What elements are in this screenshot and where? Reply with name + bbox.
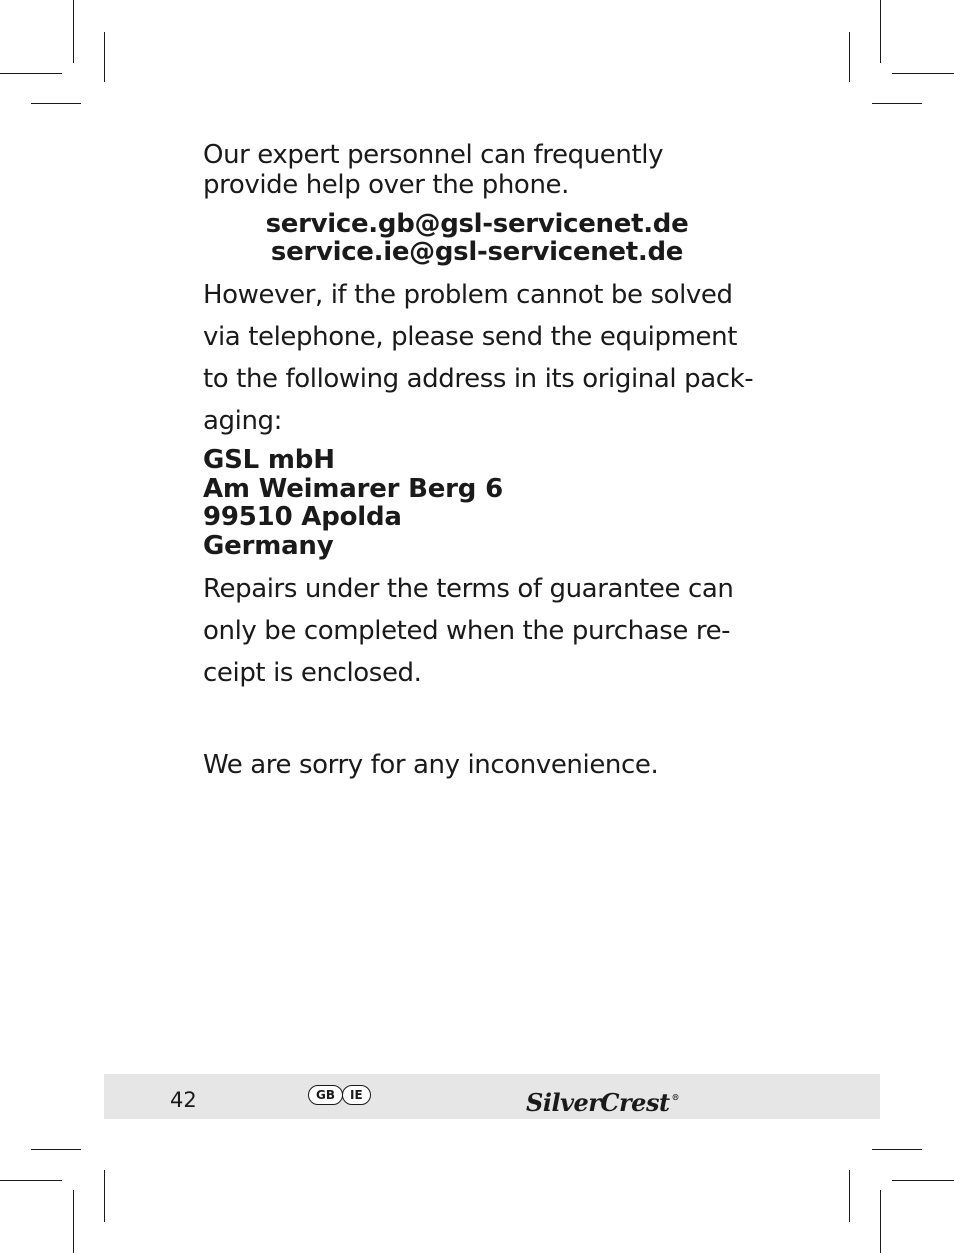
crop-mark [104,1170,105,1222]
country-badges [308,1085,370,1105]
address-country: Germany [203,530,334,561]
shipping-instructions: However, if the problem cannot be solved via telephone, please send the equipment to the following address in its original pack-aging: [203,280,754,436]
country-badge-gb: GB [308,1085,343,1105]
crop-mark [849,1170,850,1222]
page-footer [104,1074,880,1119]
crop-mark [73,1190,74,1253]
page-content [203,140,763,780]
registered-mark: ® [671,1092,680,1102]
brand-name: SilverCrest [526,1088,670,1117]
crop-mark [872,1149,922,1150]
crop-mark [0,73,62,74]
address-company: GSL mbH [203,445,335,475]
crop-mark [31,103,81,104]
service-emails [203,210,751,266]
receipt-requirement: Repairs under the terms of guarantee can only be completed when the purchase re-ceipt is enclosed. [203,574,734,688]
crop-mark [73,0,74,63]
country-badge-ie: IE [342,1085,371,1105]
crop-mark [104,32,105,82]
address-street: Am Weimarer Berg 6 [203,473,503,504]
crop-mark [849,32,850,82]
crop-mark [0,1180,62,1181]
crop-mark [31,1149,81,1150]
service-address [203,446,763,560]
page-number: 42 [170,1088,197,1112]
crop-mark [892,1180,954,1181]
intro-paragraph: Our expert personnel can frequently provide help over the phone. [203,140,664,200]
address-city: 99510 Apolda [203,502,402,532]
service-email-gb[interactable]: service.gb@gsl-servicenet.de [265,209,689,239]
crop-mark [880,1190,881,1253]
crop-mark [892,73,954,74]
brand-logo [526,1080,679,1120]
crop-mark [872,103,922,104]
crop-mark [880,0,881,63]
service-email-ie[interactable]: service.ie@gsl-servicenet.de [270,237,684,267]
closing-apology: We are sorry for any inconvenience. [203,750,659,780]
